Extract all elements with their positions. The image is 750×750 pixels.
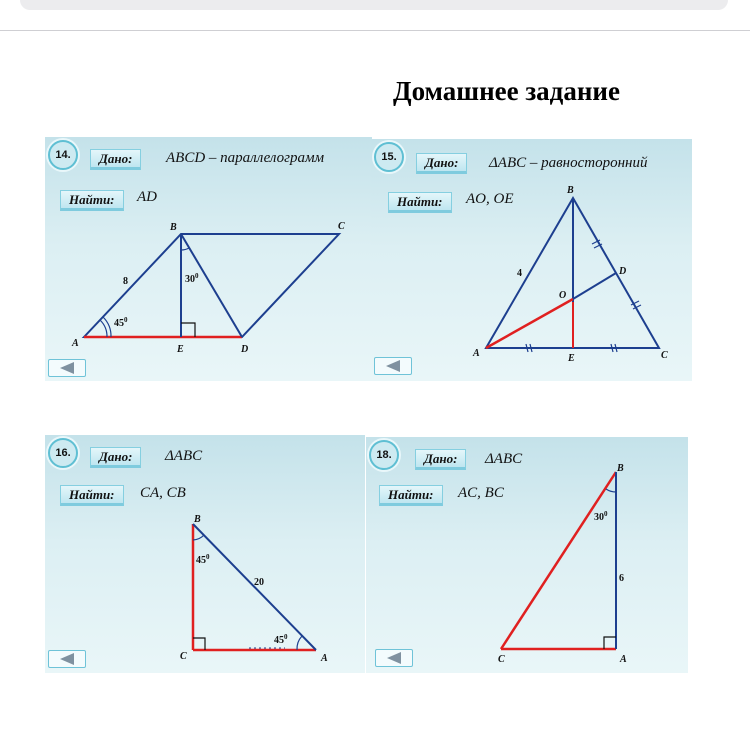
angle-A: $45^0$ — [274, 633, 288, 646]
find-label: Найти: — [379, 485, 443, 506]
given-label: Дано: — [416, 153, 467, 174]
back-button[interactable] — [375, 649, 413, 667]
vertex-O: O — [559, 290, 567, 301]
side-AB: 6 — [619, 573, 624, 584]
side-AB: 4 — [517, 268, 522, 279]
vertex-A: A — [321, 653, 328, 664]
given-text: ΔABC — [485, 451, 523, 467]
vertex-E: E — [568, 353, 575, 364]
angle-ABE: $30^0$ — [185, 272, 199, 285]
find-label: Найти: — [60, 190, 124, 211]
task-number: 14. — [48, 140, 78, 170]
given-label: Дано: — [90, 149, 141, 170]
given-label: Дано: — [90, 447, 141, 468]
vertex-C: C — [661, 350, 668, 361]
task-number: 15. — [374, 142, 404, 172]
figure-18 — [366, 437, 688, 673]
vertex-A: A — [620, 654, 627, 665]
vertex-C: C — [338, 221, 345, 232]
page-title: Домашнее задание — [393, 76, 620, 106]
given-text: ΔABC — [165, 448, 203, 464]
angle-B: $45^0$ — [196, 553, 210, 566]
task-number: 18. — [369, 440, 399, 470]
vertex-B: B — [194, 514, 201, 525]
figure-14 — [45, 137, 372, 381]
find-text: AC, BC — [458, 485, 504, 501]
vertex-E: E — [177, 344, 184, 355]
back-button[interactable] — [374, 357, 412, 375]
task-card-14 — [45, 137, 372, 381]
vertex-C: C — [180, 651, 187, 662]
given-label: Дано: — [415, 449, 466, 470]
figure-15 — [371, 139, 692, 381]
given-text: ABCD – параллелограмм — [166, 150, 325, 166]
side-AB: 8 — [123, 276, 128, 287]
figure-16 — [45, 435, 365, 673]
back-button[interactable] — [48, 650, 86, 668]
given-text: ΔABC – равносторонний — [489, 155, 648, 171]
find-text: AO, OE — [466, 191, 514, 207]
task-card-18 — [366, 437, 688, 673]
divider — [0, 30, 750, 31]
angle-A: $45^0$ — [114, 316, 128, 329]
angle-B: $30^0$ — [594, 510, 608, 523]
vertex-B: B — [567, 185, 574, 196]
vertex-A: A — [473, 348, 480, 359]
vertex-B: B — [170, 222, 177, 233]
back-button[interactable] — [48, 359, 86, 377]
vertex-C: C — [498, 654, 505, 665]
task-card-16 — [45, 435, 365, 673]
vertex-D: D — [619, 266, 627, 277]
task-number: 16. — [48, 438, 78, 468]
find-label: Найти: — [60, 485, 124, 506]
top-bar — [20, 0, 728, 10]
task-card-15 — [371, 139, 692, 381]
side-AB: 20 — [254, 577, 264, 588]
find-label: Найти: — [388, 192, 452, 213]
vertex-A: A — [72, 338, 79, 349]
vertex-D: D — [241, 344, 249, 355]
find-text: CA, CB — [140, 485, 186, 501]
find-text: AD — [137, 189, 157, 205]
vertex-B: B — [617, 463, 624, 474]
